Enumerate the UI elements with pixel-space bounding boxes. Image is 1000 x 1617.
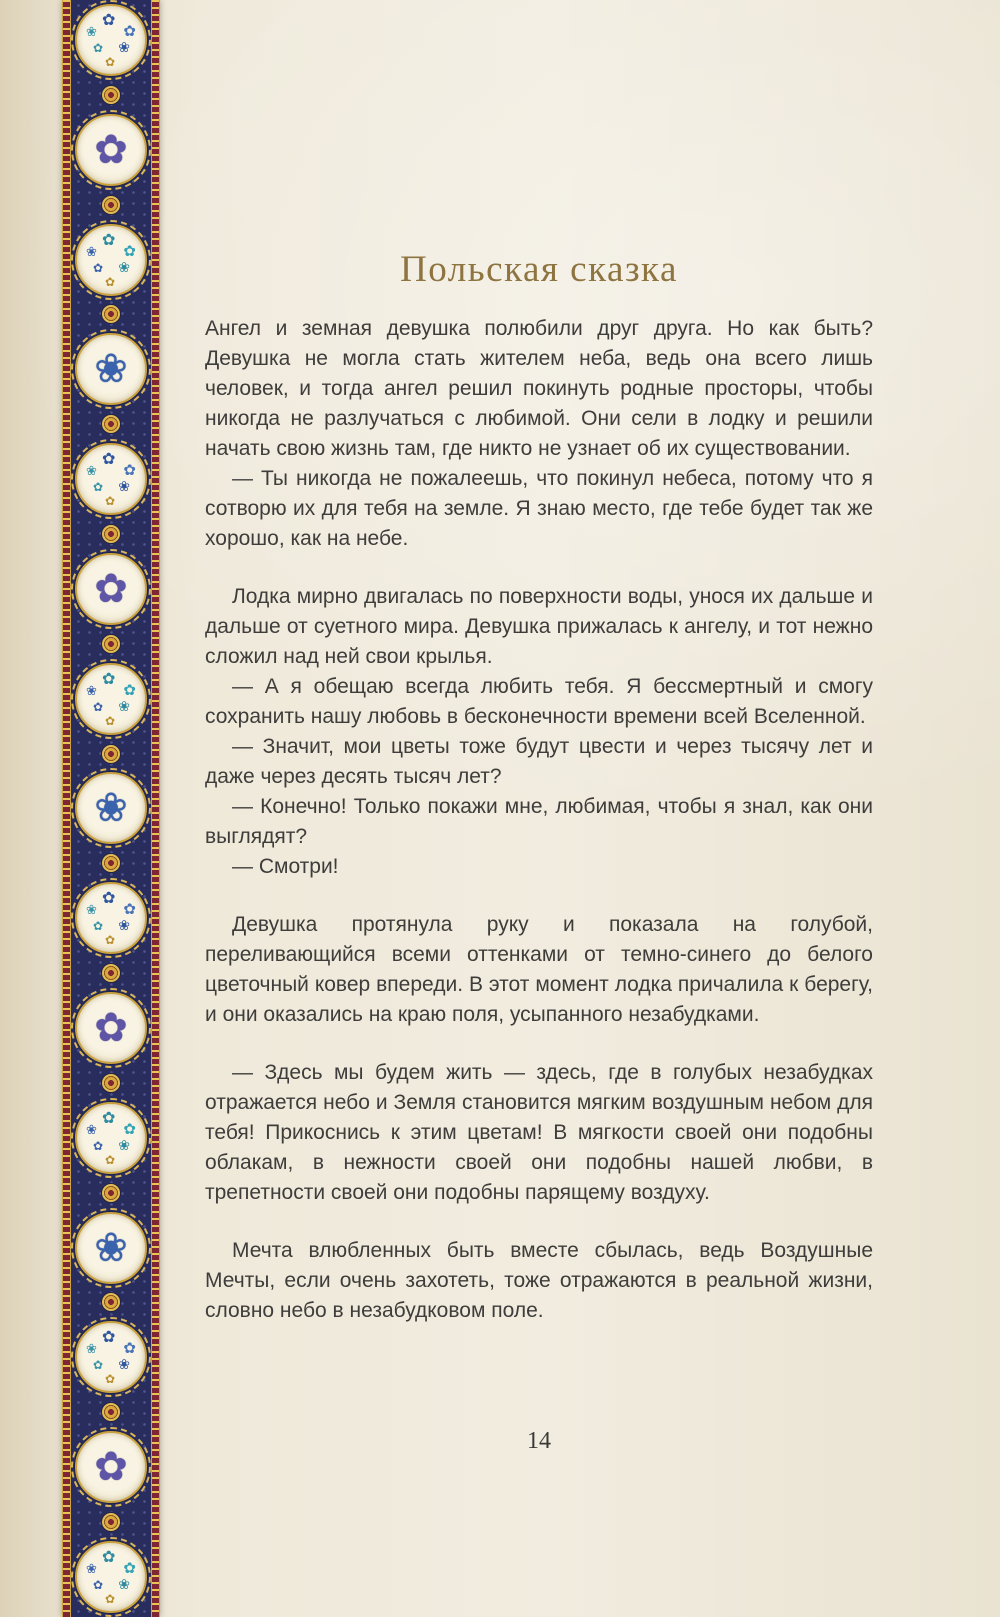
violet-flower-medallion: ✿ [75,992,147,1064]
page-number: 14 [527,1428,551,1454]
violet-flower-medallion: ✿ [75,1431,147,1503]
medallion-column [72,0,150,1617]
paragraph-6: — Конечно! Только покажи мне, любимая, чтобы я знал, как они выглядят? [205,795,873,848]
gold-rosette-icon [102,635,120,653]
ornamental-border [62,0,160,1617]
gold-rosette-icon [102,1403,120,1421]
border-edge-left [62,0,71,1617]
blue-flower-medallion: ❀ [75,333,147,405]
gold-rosette-icon [102,1513,120,1531]
paragraph-10: Мечта влюбленных быть вместе сбылась, ведь Воздушные Мечты, если очень захотеть, тоже отражаются в реальной жизни, словно небо в незабудковом поле. [205,1239,873,1322]
gold-rosette-icon [102,196,120,214]
gold-rosette-icon [102,415,120,433]
gold-rosette-icon [102,86,120,104]
forget-me-not-bouquet-medallion: ✿ ❀ ✿ ✿ ❀ ✿ [75,443,147,515]
forget-me-not-bouquet-medallion: ✿ ❀ ✿ ✿ ❀ ✿ [75,4,147,76]
forget-me-not-bouquet-medallion: ✿ ❀ ✿ ✿ ❀ ✿ [75,1321,147,1393]
blue-flower-medallion: ❀ [75,772,147,844]
story-title: Польская сказка [400,249,678,290]
gold-rosette-icon [102,1184,120,1202]
gold-rosette-icon [102,745,120,763]
gold-rosette-icon [102,854,120,872]
paragraph-3: Лодка мирно двигалась по поверхности воды, унося их дальше и дальше от суетного мира. Девушка прижалась к ангелу, и тот нежно сложил над ней свои крылья. [205,585,873,668]
teal-bouquet-medallion: ✿ ❀ ✿ ✿ ❀ ✿ [75,1541,147,1613]
paragraph-7: — Смотри! [232,855,339,878]
gold-rosette-icon [102,305,120,323]
paragraph-1: Ангел и земная девушка полюбили друг друга. Но как быть? Девушка не могла стать жителем неба, ведь она всего лишь человек, и тогда ангел решил покинуть родные просторы, чтобы никогда не разлучаться с любимой. Они сели в лодку и решили начать свою жизнь там, где никто не узнает об их существовании. [205,317,873,460]
teal-bouquet-medallion: ✿ ❀ ✿ ✿ ❀ ✿ [75,224,147,296]
page-content [205,0,873,1326]
paragraph-5: — Значит, мои цветы тоже будут цвести и через тысячу лет и даже через десять тысяч лет? [205,735,873,788]
border-edge-right [151,0,160,1617]
violet-flower-medallion: ✿ [75,114,147,186]
gold-rosette-icon [102,1074,120,1092]
paragraph-9: — Здесь мы будем жить — здесь, где в голубых незабудках отражается небо и Земля становится мягким воздушным небом для тебя! Прикоснись к этим цветам! В мягкости своей они подобны облакам, в нежности своей они подобны нашей любви, в трепетности своей они подобны парящему воздуху. [205,1061,873,1204]
violet-flower-medallion: ✿ [75,553,147,625]
paragraph-4: — А я обещаю всегда любить тебя. Я бессмертный и смогу сохранить нашу любовь в бесконечности времени всей Вселенной. [205,675,873,728]
teal-bouquet-medallion: ✿ ❀ ✿ ✿ ❀ ✿ [75,663,147,735]
teal-bouquet-medallion: ✿ ❀ ✿ ✿ ❀ ✿ [75,1102,147,1174]
forget-me-not-bouquet-medallion: ✿ ❀ ✿ ✿ ❀ ✿ [75,882,147,954]
gold-rosette-icon [102,964,120,982]
gold-rosette-icon [102,525,120,543]
gold-rosette-icon [102,1293,120,1311]
blue-flower-medallion: ❀ [75,1212,147,1284]
paragraph-8: Девушка протянула руку и показала на голубой, переливающийся всеми оттенками от темно-синего до белого цветочный ковер впереди. В этот момент лодка причалила к берегу, и они оказались на краю поля, усыпанного незабудками. [205,913,873,1026]
paragraph-2: — Ты никогда не пожалеешь, что покинул небеса, потому что я сотворю их для тебя на земле. Я знаю место, где тебе будет так же хорошо, как на небе. [205,467,873,550]
